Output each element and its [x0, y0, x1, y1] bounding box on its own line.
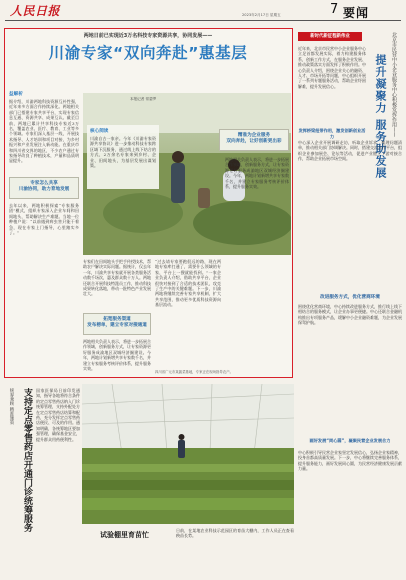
issue-date: 2023年2月17日 星期五 — [242, 13, 281, 17]
subhead-2: 精准为企业服务 双向奔赴，让好创新更出彩 — [226, 133, 282, 144]
feature-column-a2: 去年以来，两地积极探索“专家服务团”模式，组织专家深入企业车间和田间地头，帮助解决生产难题。当地一位种植户说：“以前遇到病虫害只能干着急，现在专家上门指导，心里踏实多了。” — [9, 203, 79, 236]
right-subhead-1: 发挥桥梁纽带作用，激发创新创业活力 — [298, 128, 366, 139]
newspaper-logo: 人民日报 — [10, 4, 61, 18]
page-number: 7 — [330, 2, 339, 17]
core-reading-label: 核心阅读 — [90, 129, 109, 134]
greenhouse-photo — [82, 384, 294, 524]
feature-headline: 川渝专家“双向奔赴”惠基层 — [48, 44, 248, 62]
photo-caption: 四川省广元市某蔬菜基地，专家正在现场指导农户。 — [155, 370, 233, 374]
greenhouse-illustration — [82, 384, 294, 524]
core-reading-box — [87, 125, 159, 189]
right-subhead-3: 画好发展“同心圆”，凝聚民营企业发展合力 — [309, 438, 391, 443]
feature-kicker: 两地日前已实现近3万名科技专家资源共享，协同发展—— — [83, 33, 213, 39]
bottom-left-article — [6, 384, 80, 574]
feature-column-b: 专家们在田间地头手把手传授技术，帮助农户解决实际问题。据统计，仅去年一年，川渝共享专家就开展各类服务活动数千场次，惠及群众数十万人。两地还联合开展科技特派员工作，推动科技成果转化落地，带动一批特色产业发展壮大。 — [83, 259, 151, 297]
bottom-text: 国家医保局日前印发通知，指导各地将符合条件的定点零售药店纳入门诊统筹管理，支持外配处方在定点零售药店结算和配药，充分发挥定点零售药店便民、可及的作用。通知明确，各统筹地区要加强管理，确保基金安全，提升群众用药便利性。 — [36, 388, 80, 442]
subhead-3: 拓宽服务渠道 发布榜单，建立专家对接通道 — [87, 317, 147, 328]
right-text-1: 近年来，北京市民营中小企业服务中心立足首都发展实际，着力构建服务体系，创新工作方式，在服务企业发展、推动政策落实方面发挥了积极作用。中心负责人介绍，围绕企业关心的融资、人才、市场开拓等问题，中心组织开展了一系列专题服务活动，帮助企业纾困解难，提升发展信心。 — [298, 46, 366, 89]
right-text-3: 围绕优化营商环境，中心持续改进服务方式，推行线上线下相结合的服务模式，让企业办事更便捷。中心还联合金融机构推出专项服务产品，缓解中小企业融资难题，为企业发展保驾护航。 — [298, 304, 402, 326]
core-reading-text: 川渝自古一家亲。今年《川渝专家资源共享协议》进一步推动科技专家跨区域下沉服务，通过线上线下结合的方式，2万余名专家来到乡村、企业、田间地头，为基层发展出谋划策。 — [90, 136, 156, 169]
section-name: 要闻 — [343, 6, 370, 20]
feature-left-label: 益解析 — [9, 92, 23, 97]
feature-column-d: 两地相关负责人表示，将进一步拓展合作领域，创新服务方式，让专家资源更好服务成渝地区双城经济圈建设。今年，两地计划新增共享专家数千名，并建立专家服务考核评价体系，提升服务实效。 — [225, 157, 289, 190]
photo-title: 试验棚里育苗忙 — [100, 531, 149, 539]
right-column — [298, 24, 402, 576]
series-tag: 新时代新征程新伟业 — [298, 32, 362, 41]
subhead-box-3 — [83, 313, 151, 335]
subhead-box-1 — [9, 177, 79, 199]
masthead — [0, 0, 406, 22]
byline: 本报记者 常碧罗 — [130, 97, 157, 101]
feature-column-a: 据介绍，川渝两地科技资源互补性强，近年来多方面合作持续深化。两地相关部门已搭建专家共享平台，实现专家信息互通、资源共享、成果互认。截至目前，两地已累计共享科技专家近3万名，覆盖农业、医疗、教育、工业等多个领域。专家们深入基层一线，开展技术指导、人才培训和项目对接，为乡村振兴和产业发展注入新动能。在重庆市和四川省交界的地区，不少农户通过专家指导改良了种植技术，产量和品质明显提升。 — [9, 99, 79, 164]
masthead-rule — [5, 20, 401, 21]
feature-column-b2: 两地相关负责人表示，将进一步拓展合作领域，创新服务方式，让专家资源更好服务成渝地区双城经济圈建设。今年，两地计划新增共享专家数千名，并建立专家服务考核评价体系，提升服务实效。 — [83, 339, 151, 372]
right-subhead-2: 改进服务方式，优化营商环境 — [320, 295, 380, 300]
vertical-title: 提升凝聚力 服务助发展 — [374, 54, 387, 179]
feature-column-c: “过去请专家要跑很远的路，现在两地专家库打通了，需要什么领域的专家，平台上一搜就能找到。”一家企业负责人介绍，借助共享平台，企业很快对接到了合适的技术团队，攻克了生产中的关键难题。下一步，川渝两地将继续完善专家共享机制，扩大共享范围，推动更多优质科技资源向基层流动。 — [155, 259, 221, 308]
feature-article — [4, 28, 293, 378]
right-text-2: 中心深入企业开展调研走访，听取企业诉求，梳理问题清单，推动相关部门协调解决。同时，搭建交流合作平台，组织企业参加展会、论坛等活动，促进产业链上下游对接合作，帮助企业拓展市场空间。 — [298, 140, 402, 162]
photo-note: 日前，在某地农业科技示范园区的育苗大棚内，工作人员正在查看秧苗长势。 — [176, 528, 294, 539]
bottom-headline: 支持定点零售药店开通门诊统筹服务 — [22, 388, 32, 532]
subhead-box-2 — [219, 129, 289, 151]
bottom-kicker: 统筹兼顾 精准施策 — [9, 388, 14, 425]
subhead-1: 专家怎么共享 川渝协同，助力育地发展 — [18, 181, 70, 192]
vertical-intro: 北京市民营中小企业服务中心积极发挥作用—— — [391, 32, 397, 137]
right-text-4: 中心积极引导民营企业家坚定发展信心，弘扬企业家精神，投身首都高质量发展。下一步，中心将继续完善服务体系，提升服务能力，画好发展同心圆，为民营经济健康发展贡献力量。 — [298, 450, 402, 472]
